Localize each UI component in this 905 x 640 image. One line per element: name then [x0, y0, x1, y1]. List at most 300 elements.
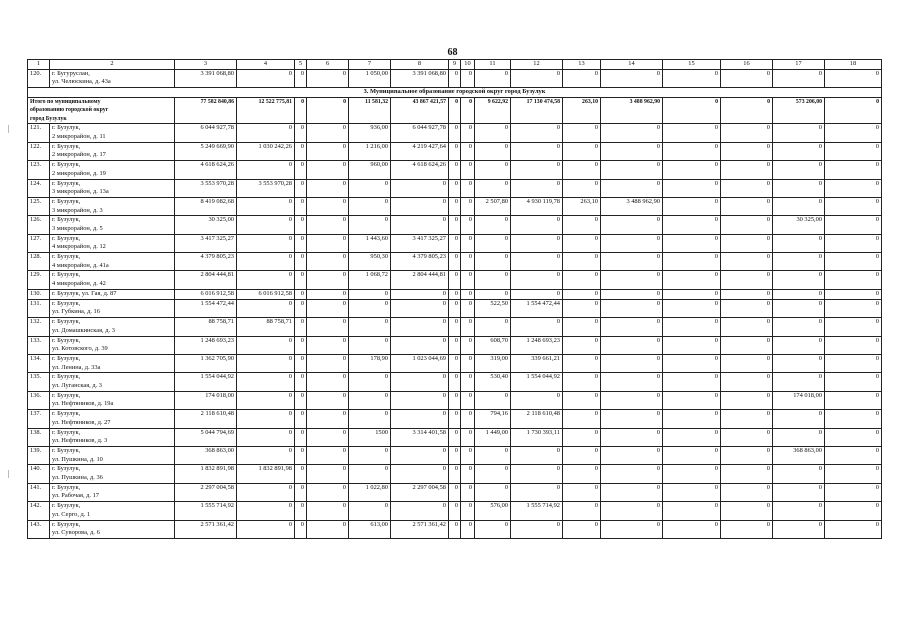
value-cell: 1 730 393,11	[511, 428, 563, 446]
value-cell: 0	[295, 483, 307, 501]
value-cell: 0	[825, 124, 882, 142]
value-cell: 4 219 427,64	[391, 142, 449, 160]
value-cell: 0	[349, 289, 391, 299]
table-row	[28, 161, 882, 179]
value-cell: 0	[237, 502, 295, 520]
value-cell: 0	[663, 161, 721, 179]
row-number: 131.	[28, 299, 50, 317]
value-cell: 0	[601, 69, 663, 87]
total-value: 0	[295, 97, 307, 124]
total-value: 12 522 775,81	[237, 97, 295, 124]
column-number: 16	[721, 60, 773, 70]
value-cell: 0	[773, 299, 825, 317]
value-cell: 0	[721, 447, 773, 465]
value-cell: 950,30	[349, 253, 391, 271]
value-cell: 0	[511, 161, 563, 179]
value-cell: 0	[349, 197, 391, 215]
value-cell: 0	[295, 234, 307, 252]
value-cell: 0	[237, 355, 295, 373]
row-number: 139.	[28, 447, 50, 465]
address-cell	[50, 179, 175, 197]
value-cell: 0	[563, 373, 601, 391]
value-cell: 263,10	[563, 197, 601, 215]
address-line: 3 микрорайон, д. 13а	[52, 188, 109, 196]
value-cell: 0	[349, 502, 391, 520]
value-cell: 0	[391, 336, 449, 354]
address-cell	[50, 299, 175, 317]
table-row	[28, 447, 882, 465]
value-cell: 0	[237, 391, 295, 409]
value-cell: 0	[663, 271, 721, 289]
value-cell: 0	[307, 373, 349, 391]
value-cell: 0	[563, 234, 601, 252]
value-cell: 0	[601, 447, 663, 465]
value-cell: 0	[449, 234, 461, 252]
value-cell: 0	[773, 69, 825, 87]
value-cell: 0	[449, 318, 461, 336]
value-cell: 88 758,71	[175, 318, 237, 336]
value-cell: 0	[307, 234, 349, 252]
value-cell: 0	[663, 447, 721, 465]
value-cell: 0	[295, 410, 307, 428]
value-cell: 2 118 610,48	[175, 410, 237, 428]
total-value: 11 581,32	[349, 97, 391, 124]
value-cell: 0	[663, 465, 721, 483]
value-cell: 5 044 794,69	[175, 428, 237, 446]
column-number: 18	[825, 60, 882, 70]
value-cell: 0	[601, 465, 663, 483]
value-cell: 0	[601, 216, 663, 234]
value-cell: 0	[449, 69, 461, 87]
address-cell	[50, 161, 175, 179]
value-cell: 0	[391, 318, 449, 336]
address-cell	[50, 253, 175, 271]
total-row	[28, 97, 882, 124]
value-cell: 0	[721, 161, 773, 179]
row-number: 133.	[28, 336, 50, 354]
value-cell: 0	[721, 410, 773, 428]
value-cell: 0	[295, 299, 307, 317]
value-cell: 0	[475, 124, 511, 142]
value-cell: 0	[825, 373, 882, 391]
value-cell: 0	[349, 373, 391, 391]
address-cell	[50, 124, 175, 142]
row-number: 127.	[28, 234, 50, 252]
value-cell: 0	[449, 447, 461, 465]
value-cell: 3 417 325,27	[175, 234, 237, 252]
value-cell: 0	[449, 289, 461, 299]
scan-mark	[8, 125, 9, 133]
address-line: ул. Челюскина, д. 43а	[52, 78, 111, 86]
total-value: 43 867 421,57	[391, 97, 449, 124]
value-cell: 0	[773, 355, 825, 373]
value-cell: 0	[563, 289, 601, 299]
value-cell: 0	[563, 336, 601, 354]
table-row	[28, 391, 882, 409]
value-cell: 0	[511, 216, 563, 234]
value-cell: 0	[307, 69, 349, 87]
address-line: г. Бузулук,	[52, 373, 81, 381]
value-cell: 0	[511, 179, 563, 197]
value-cell: 0	[475, 465, 511, 483]
value-cell: 0	[663, 520, 721, 538]
value-cell: 0	[773, 428, 825, 446]
value-cell: 0	[773, 234, 825, 252]
value-cell: 0	[307, 142, 349, 160]
column-number: 12	[511, 60, 563, 70]
value-cell: 0	[825, 318, 882, 336]
row-number: 135.	[28, 373, 50, 391]
value-cell: 1 248 693,23	[175, 336, 237, 354]
column-number: 13	[563, 60, 601, 70]
address-cell	[50, 142, 175, 160]
value-cell: 0	[295, 69, 307, 87]
value-cell: 319,00	[475, 355, 511, 373]
value-cell: 1 022,80	[349, 483, 391, 501]
value-cell: 0	[721, 289, 773, 299]
value-cell: 0	[307, 391, 349, 409]
column-number: 15	[663, 60, 721, 70]
value-cell: 0	[449, 299, 461, 317]
row-number: 137.	[28, 410, 50, 428]
value-cell: 0	[773, 124, 825, 142]
value-cell: 0	[461, 179, 475, 197]
address-line: город Бузулук	[30, 115, 67, 122]
address-line: г. Бузулук,	[52, 124, 81, 132]
table-row	[28, 520, 882, 538]
address-line: 4 микрорайон, д. 41а	[52, 261, 109, 269]
column-number: 9	[449, 60, 461, 70]
value-cell: 0	[773, 197, 825, 215]
address-line: г. Бузулук,	[52, 355, 81, 363]
value-cell: 0	[461, 502, 475, 520]
value-cell: 0	[307, 502, 349, 520]
value-cell: 0	[601, 253, 663, 271]
address-line: г. Бузулук,	[52, 318, 81, 326]
value-cell: 0	[825, 465, 882, 483]
value-cell: 0	[825, 447, 882, 465]
value-cell: 1500	[349, 428, 391, 446]
column-number-row	[28, 60, 882, 70]
value-cell: 0	[461, 271, 475, 289]
row-number: 141.	[28, 483, 50, 501]
value-cell: 0	[511, 520, 563, 538]
address-cell	[50, 318, 175, 336]
value-cell: 8 419 082,68	[175, 197, 237, 215]
value-cell: 0	[461, 336, 475, 354]
address-cell	[50, 410, 175, 428]
value-cell: 0	[773, 520, 825, 538]
column-number: 11	[475, 60, 511, 70]
row-number: 121.	[28, 124, 50, 142]
value-cell: 0	[449, 465, 461, 483]
address-cell	[50, 483, 175, 501]
value-cell: 0	[237, 197, 295, 215]
value-cell: 3 314 401,58	[391, 428, 449, 446]
value-cell: 0	[307, 216, 349, 234]
table-row	[28, 271, 882, 289]
value-cell: 0	[307, 271, 349, 289]
value-cell: 0	[601, 336, 663, 354]
value-cell: 5 249 669,90	[175, 142, 237, 160]
address-line: 2 микрорайон, д. 17	[52, 151, 106, 159]
table-body	[28, 60, 882, 539]
value-cell: 0	[237, 428, 295, 446]
value-cell: 0	[307, 289, 349, 299]
value-cell: 0	[237, 410, 295, 428]
value-cell: 3 553 970,28	[237, 179, 295, 197]
total-value: 573 206,00	[773, 97, 825, 124]
value-cell: 0	[721, 502, 773, 520]
value-cell: 0	[663, 355, 721, 373]
value-cell: 0	[295, 179, 307, 197]
value-cell: 0	[295, 447, 307, 465]
value-cell: 0	[601, 179, 663, 197]
value-cell: 0	[237, 336, 295, 354]
address-cell	[50, 234, 175, 252]
value-cell: 0	[237, 299, 295, 317]
value-cell: 0	[475, 234, 511, 252]
value-cell: 0	[449, 391, 461, 409]
value-cell: 0	[663, 216, 721, 234]
address-line: г. Бузулук,	[52, 299, 81, 307]
table-row	[28, 373, 882, 391]
value-cell: 0	[563, 483, 601, 501]
value-cell: 0	[449, 355, 461, 373]
value-cell: 2 118 610,48	[511, 410, 563, 428]
column-number: 17	[773, 60, 825, 70]
value-cell: 1 443,60	[349, 234, 391, 252]
value-cell: 0	[825, 299, 882, 317]
value-cell: 0	[295, 520, 307, 538]
value-cell: 0	[601, 355, 663, 373]
value-cell: 3 553 970,28	[175, 179, 237, 197]
table-row	[28, 197, 882, 215]
value-cell: 1 030 242,26	[237, 142, 295, 160]
table-row	[28, 465, 882, 483]
value-cell: 0	[307, 299, 349, 317]
value-cell: 0	[663, 483, 721, 501]
value-cell: 0	[663, 428, 721, 446]
value-cell: 0	[773, 318, 825, 336]
row-number: 140.	[28, 465, 50, 483]
value-cell: 0	[307, 520, 349, 538]
value-cell: 1 554 044,92	[511, 373, 563, 391]
value-cell: 0	[721, 355, 773, 373]
value-cell: 0	[237, 69, 295, 87]
address-line: ул. Нефтяников, д. 27	[52, 418, 111, 426]
value-cell: 0	[295, 336, 307, 354]
row-number: 128.	[28, 253, 50, 271]
value-cell: 0	[295, 197, 307, 215]
value-cell: 0	[449, 373, 461, 391]
value-cell: 0	[391, 447, 449, 465]
value-cell: 0	[663, 234, 721, 252]
address-line: ул. Пушкина, д. 10	[52, 455, 103, 463]
value-cell: 1 554 044,92	[175, 373, 237, 391]
value-cell: 0	[307, 318, 349, 336]
value-cell: 0	[773, 179, 825, 197]
value-cell: 0	[601, 289, 663, 299]
table-row	[28, 253, 882, 271]
value-cell: 0	[307, 124, 349, 142]
value-cell: 0	[237, 161, 295, 179]
value-cell: 0	[475, 391, 511, 409]
data-table	[27, 59, 882, 539]
address-cell	[50, 391, 175, 409]
value-cell: 2 297 004,58	[175, 483, 237, 501]
address-line: г. Бузулук,	[52, 234, 81, 242]
address-line: г. Бузулук,	[52, 483, 81, 491]
value-cell: 30 325,00	[773, 216, 825, 234]
row-number: 124.	[28, 179, 50, 197]
address-line: 2 микрорайон, д. 19	[52, 169, 106, 177]
value-cell: 0	[563, 318, 601, 336]
value-cell: 2 571 361,42	[175, 520, 237, 538]
value-cell: 174 018,00	[773, 391, 825, 409]
value-cell: 0	[773, 373, 825, 391]
address-line: г. Бузулук,	[52, 502, 81, 510]
value-cell: 0	[391, 179, 449, 197]
column-number: 8	[391, 60, 449, 70]
column-number: 1	[28, 60, 50, 70]
value-cell: 0	[307, 179, 349, 197]
value-cell: 0	[307, 447, 349, 465]
value-cell: 0	[601, 520, 663, 538]
value-cell: 0	[721, 179, 773, 197]
value-cell: 0	[349, 299, 391, 317]
value-cell: 0	[449, 502, 461, 520]
address-line: г. Бузулук,	[52, 179, 81, 187]
value-cell: 0	[237, 271, 295, 289]
address-cell	[50, 197, 175, 215]
address-line: г. Бузулук,	[52, 197, 81, 205]
value-cell: 0	[461, 447, 475, 465]
value-cell: 0	[475, 483, 511, 501]
value-cell: 0	[295, 373, 307, 391]
value-cell: 0	[307, 483, 349, 501]
value-cell: 0	[449, 161, 461, 179]
address-line: ул. Луганская, д. 3	[52, 382, 103, 390]
address-line: ул. Пушкина, д. 36	[52, 473, 103, 481]
address-cell	[50, 289, 175, 299]
row-number: 136.	[28, 391, 50, 409]
value-cell: 0	[349, 318, 391, 336]
value-cell: 0	[601, 318, 663, 336]
table-row	[28, 142, 882, 160]
value-cell: 1 362 705,90	[175, 355, 237, 373]
address-line: г. Бузулук,	[52, 410, 81, 418]
value-cell: 0	[461, 391, 475, 409]
value-cell: 0	[601, 410, 663, 428]
address-cell	[50, 373, 175, 391]
value-cell: 0	[511, 124, 563, 142]
value-cell: 0	[295, 124, 307, 142]
value-cell: 0	[295, 428, 307, 446]
value-cell: 0	[563, 355, 601, 373]
column-number: 2	[50, 60, 175, 70]
value-cell: 0	[461, 234, 475, 252]
value-cell: 0	[773, 289, 825, 299]
value-cell: 0	[563, 271, 601, 289]
value-cell: 4 930 119,78	[511, 197, 563, 215]
value-cell: 0	[307, 197, 349, 215]
value-cell: 0	[391, 289, 449, 299]
section-title: 3. Муниципальное образование городской округ город Бузулук	[28, 87, 882, 97]
value-cell: 0	[511, 271, 563, 289]
address-line: г. Бугуруслан,	[52, 69, 90, 77]
value-cell: 0	[563, 69, 601, 87]
address-line: г. Бузулук,	[52, 520, 81, 528]
value-cell: 0	[295, 391, 307, 409]
address-cell	[50, 336, 175, 354]
address-line: 3 микрорайон, д. 5	[52, 224, 103, 232]
table-row	[28, 69, 882, 87]
value-cell: 0	[449, 216, 461, 234]
value-cell: 0	[237, 124, 295, 142]
address-line: г. Бузулук,	[52, 428, 81, 436]
table-row	[28, 502, 882, 520]
value-cell: 0	[391, 197, 449, 215]
value-cell: 1 023 044,69	[391, 355, 449, 373]
row-number: 120.	[28, 69, 50, 87]
value-cell: 936,00	[349, 124, 391, 142]
value-cell: 0	[511, 318, 563, 336]
value-cell: 0	[391, 373, 449, 391]
value-cell: 0	[563, 179, 601, 197]
row-number: 142.	[28, 502, 50, 520]
value-cell: 0	[461, 410, 475, 428]
value-cell: 0	[461, 483, 475, 501]
value-cell: 0	[449, 142, 461, 160]
value-cell: 0	[307, 410, 349, 428]
value-cell: 0	[511, 465, 563, 483]
value-cell: 0	[663, 391, 721, 409]
value-cell: 0	[663, 318, 721, 336]
value-cell: 0	[237, 483, 295, 501]
value-cell: 522,50	[475, 299, 511, 317]
table-row	[28, 410, 882, 428]
row-number: 123.	[28, 161, 50, 179]
value-cell: 0	[601, 428, 663, 446]
value-cell: 0	[295, 161, 307, 179]
value-cell: 0	[307, 428, 349, 446]
value-cell: 0	[773, 142, 825, 160]
value-cell: 0	[663, 124, 721, 142]
value-cell: 0	[721, 124, 773, 142]
value-cell: 0	[563, 520, 601, 538]
value-cell: 2 804 444,81	[175, 271, 237, 289]
value-cell: 0	[825, 355, 882, 373]
value-cell: 0	[461, 465, 475, 483]
page-number: 68	[447, 47, 458, 58]
value-cell: 0	[663, 336, 721, 354]
value-cell: 0	[295, 142, 307, 160]
value-cell: 1 248 693,23	[511, 336, 563, 354]
value-cell: 0	[601, 161, 663, 179]
value-cell: 6 044 927,78	[391, 124, 449, 142]
value-cell: 0	[601, 271, 663, 289]
address-line: 4 микрорайон, д. 42	[52, 280, 106, 288]
value-cell: 0	[563, 253, 601, 271]
value-cell: 0	[825, 289, 882, 299]
total-value: 263,10	[563, 97, 601, 124]
value-cell: 0	[773, 271, 825, 289]
value-cell: 0	[663, 69, 721, 87]
address-line: г. Бузулук,	[52, 391, 81, 399]
address-cell	[50, 520, 175, 538]
value-cell: 530,40	[475, 373, 511, 391]
